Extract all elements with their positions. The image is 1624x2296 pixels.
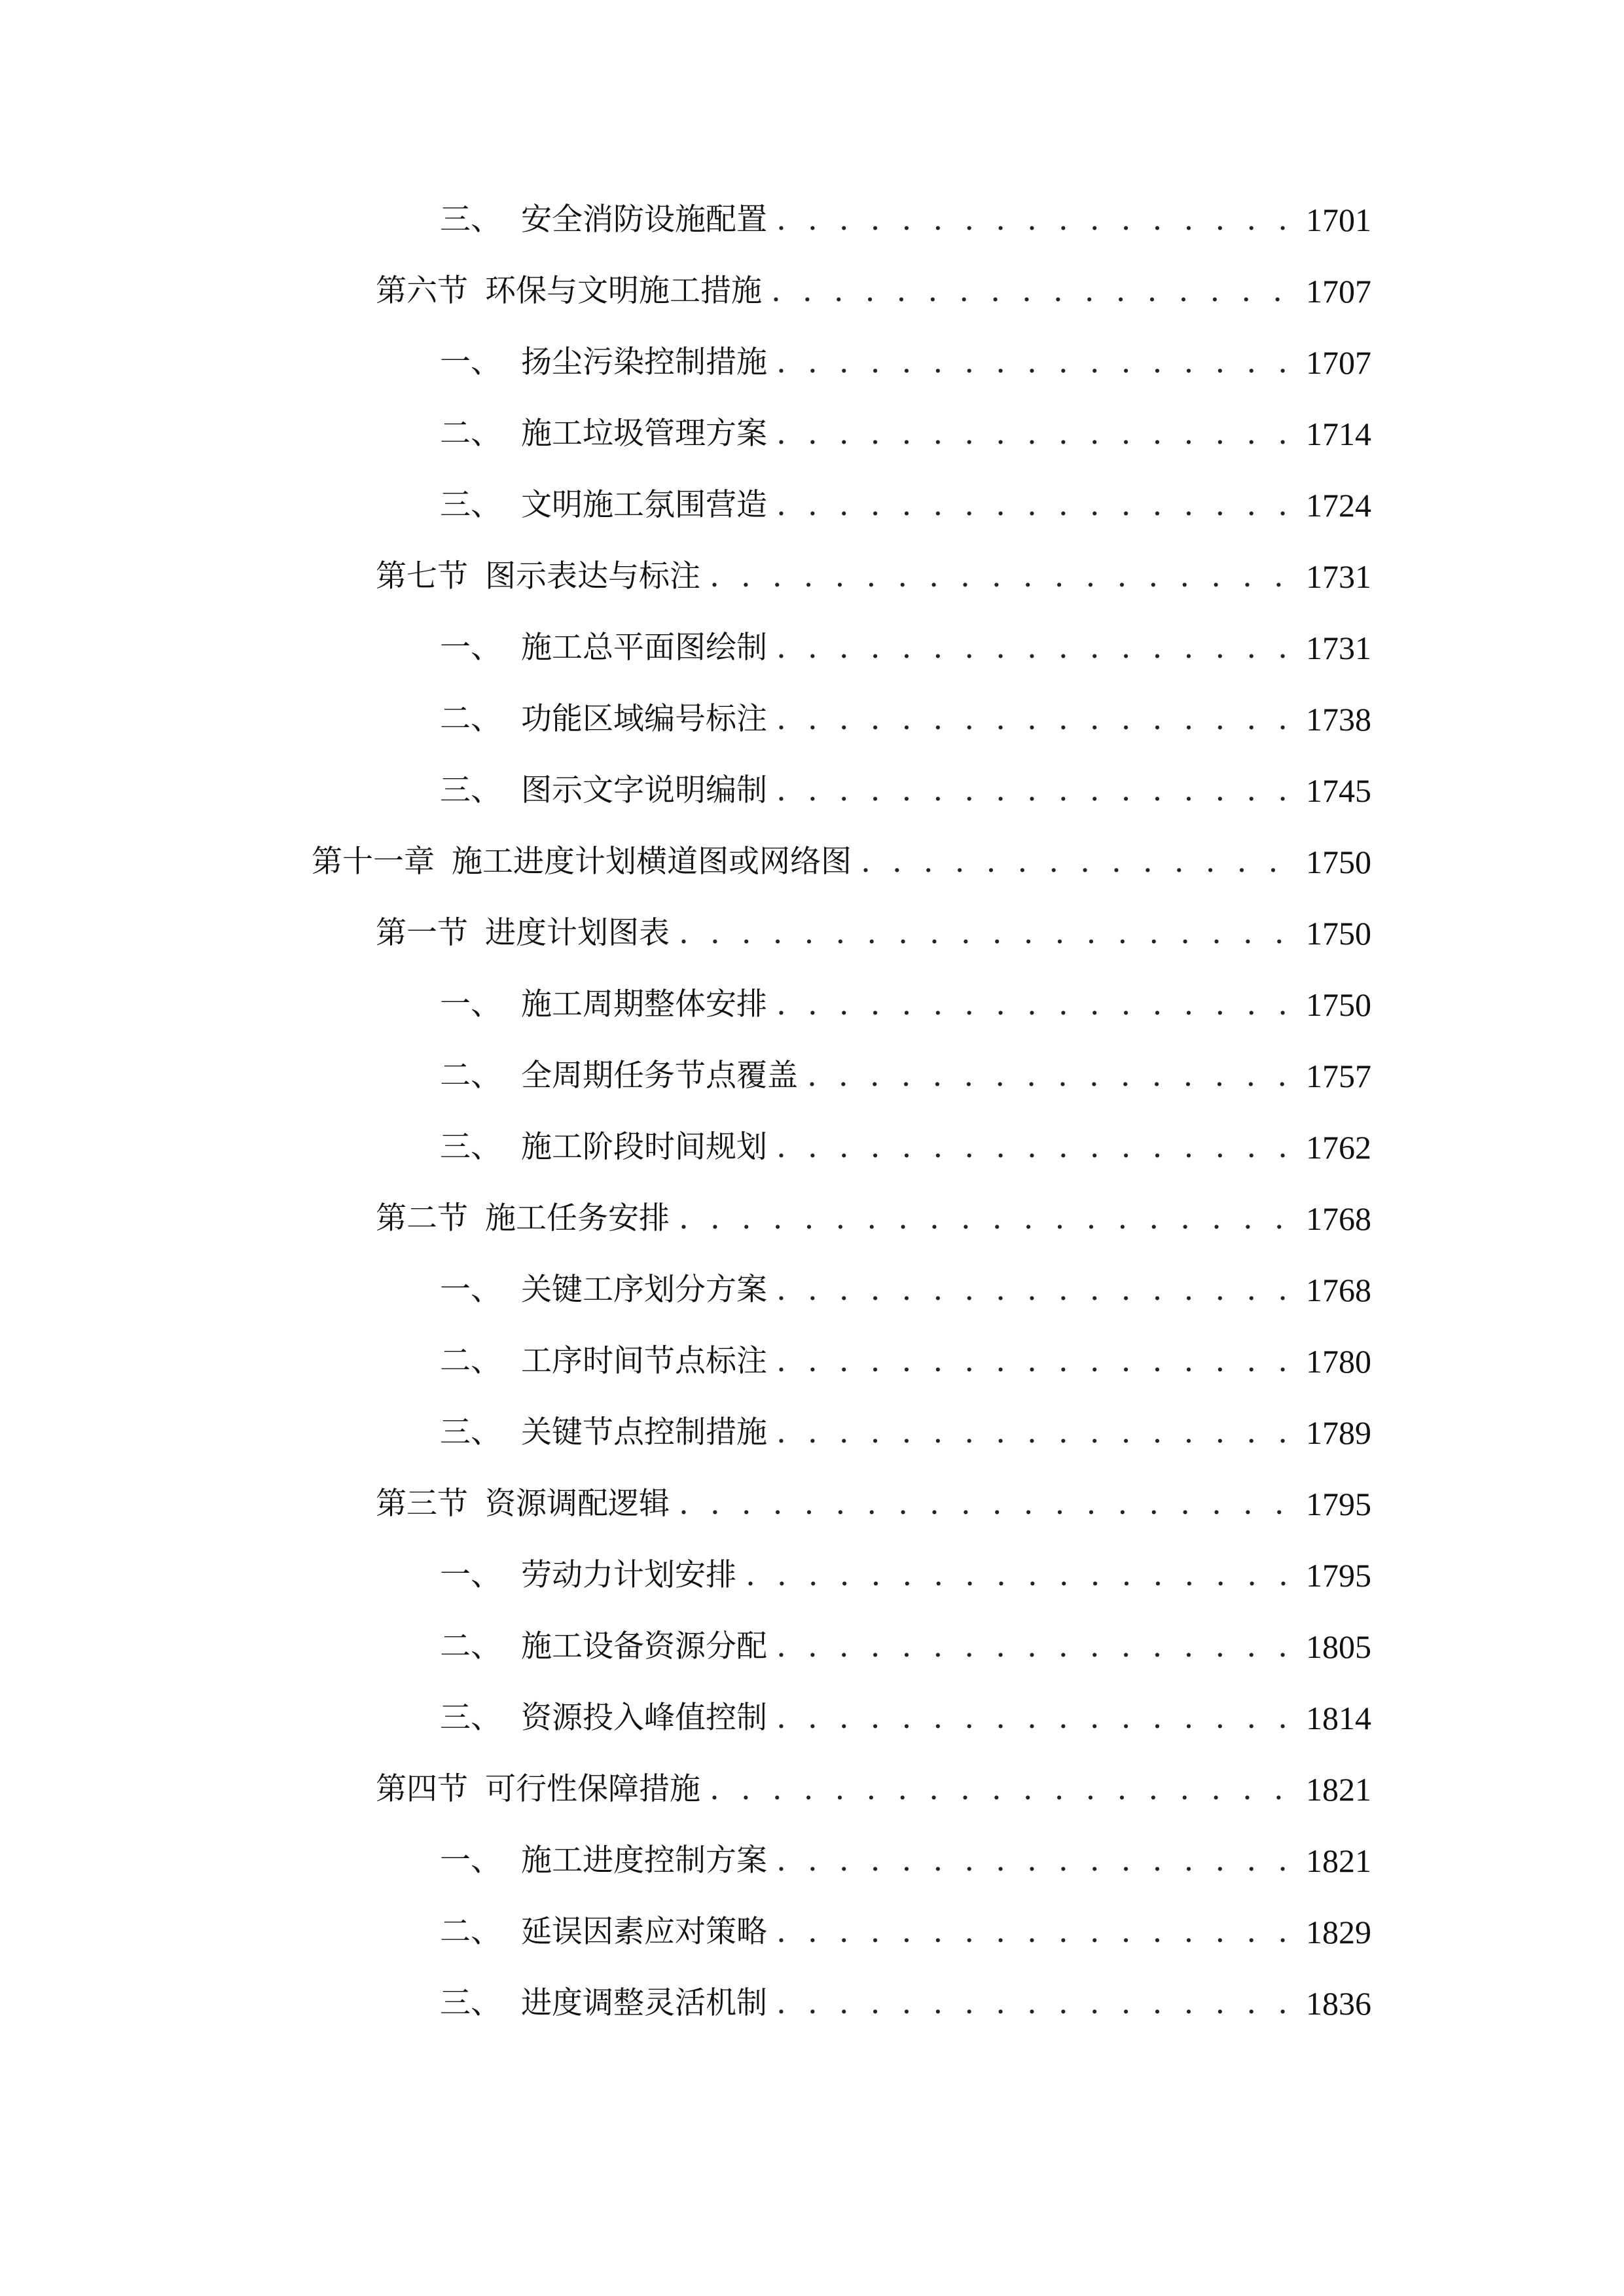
toc-entry-title: 环保与文明施工措施: [485, 273, 762, 309]
toc-entry-number: 第六节: [376, 273, 468, 309]
toc-entry-page: 1795: [1306, 1486, 1371, 1522]
toc-entry[interactable]: [440, 1407, 1371, 1459]
toc-entry-page: 1768: [1306, 1200, 1371, 1237]
toc-dot-leader: [776, 1621, 1297, 1673]
toc-entry-number: 三、: [440, 1700, 501, 1736]
toc-entry-page: 1795: [1306, 1557, 1371, 1594]
toc-entry-page: 1762: [1306, 1129, 1371, 1166]
toc-entry-number: 一、: [440, 344, 501, 380]
toc-entry-number: 第七节: [376, 558, 468, 594]
toc-entry-title: 进度计划图表: [485, 915, 670, 951]
toc-entry-page: 1768: [1306, 1272, 1371, 1308]
toc-entry[interactable]: [376, 1763, 1371, 1816]
toc-entry-page: 1829: [1306, 1914, 1371, 1950]
toc-entry-title: 文明施工氛围营造: [521, 487, 767, 523]
toc-dot-leader: [776, 764, 1297, 817]
toc-entry-number: 一、: [440, 630, 501, 666]
toc-entry-title: 工序时间节点标注: [521, 1343, 767, 1379]
toc-dot-leader: [771, 265, 1297, 317]
toc-entry-title: 全周期任务节点覆盖: [521, 1058, 798, 1094]
toc-entry-number: 一、: [440, 1557, 501, 1593]
toc-entry-page: 1750: [1306, 844, 1371, 880]
toc-entry-title: 可行性保障措施: [485, 1771, 700, 1807]
toc-entry-title: 施工总平面图绘制: [521, 630, 767, 666]
toc-entry-page: 1714: [1306, 416, 1371, 452]
toc-entry-title: 图示表达与标注: [485, 558, 700, 594]
toc-dot-leader: [776, 1335, 1297, 1388]
toc-dot-leader: [776, 1835, 1297, 1887]
toc-entry-number: 二、: [440, 416, 501, 452]
toc-entry[interactable]: [440, 1621, 1371, 1673]
toc-entry-title: 施工进度控制方案: [521, 1842, 767, 1878]
toc-entry-title: 延误因素应对策略: [521, 1914, 767, 1950]
toc-entry-number: 二、: [440, 1914, 501, 1950]
toc-entry-number: 第十一章: [312, 844, 435, 880]
toc-entry-page: 1707: [1306, 344, 1371, 381]
toc-entry[interactable]: [440, 1050, 1371, 1102]
toc-entry[interactable]: [440, 978, 1371, 1031]
toc-entry-title: 功能区域编号标注: [521, 701, 767, 737]
toc-entry-page: 1805: [1306, 1628, 1371, 1665]
toc-entry-page: 1731: [1306, 630, 1371, 666]
toc-entry-title: 关键节点控制措施: [521, 1414, 767, 1450]
toc-entry-title: 资源调配逻辑: [485, 1486, 670, 1522]
toc-dot-leader: [776, 1906, 1297, 1958]
toc-entry[interactable]: [312, 836, 1371, 888]
toc-entry-number: 二、: [440, 701, 501, 737]
toc-entry-page: 1757: [1306, 1058, 1371, 1094]
toc-dot-leader: [746, 1549, 1297, 1602]
toc-entry-page: 1789: [1306, 1414, 1371, 1451]
toc-entry-title: 图示文字说明编制: [521, 772, 767, 808]
toc-entry-page: 1707: [1306, 273, 1371, 310]
toc-dot-leader: [776, 336, 1297, 389]
toc-entry[interactable]: [376, 265, 1371, 317]
toc-entry[interactable]: [440, 1264, 1371, 1316]
toc-entry-number: 三、: [440, 772, 501, 808]
toc-entry-number: 三、: [440, 1414, 501, 1450]
toc-entry-title: 扬尘污染控制措施: [521, 344, 767, 380]
toc-dot-leader: [710, 550, 1297, 603]
toc-dot-leader: [776, 1692, 1297, 1744]
toc-entry-number: 二、: [440, 1628, 501, 1664]
toc-entry-page: 1821: [1306, 1842, 1371, 1879]
toc-dot-leader: [776, 1121, 1297, 1174]
toc-entry-title: 安全消防设施配置: [521, 202, 767, 238]
toc-entry-number: 一、: [440, 1272, 501, 1308]
toc-entry-page: 1724: [1306, 487, 1371, 524]
toc-dot-leader: [776, 693, 1297, 745]
toc-entry[interactable]: [440, 336, 1371, 389]
toc-entry-title: 施工进度计划横道图或网络图: [452, 844, 852, 880]
toc-entry-title: 施工垃圾管理方案: [521, 416, 767, 452]
toc-entry-number: 三、: [440, 1129, 501, 1165]
toc-dot-leader: [710, 1763, 1297, 1816]
toc-entry[interactable]: [440, 764, 1371, 817]
toc-entry[interactable]: [376, 907, 1371, 960]
toc-entry-title: 施工周期整体安排: [521, 986, 767, 1022]
toc-entry[interactable]: [440, 1549, 1371, 1602]
toc-entry-number: 第三节: [376, 1486, 468, 1522]
toc-entry-page: 1701: [1306, 202, 1371, 238]
toc-entry[interactable]: [440, 1121, 1371, 1174]
toc-entry-page: 1814: [1306, 1700, 1371, 1736]
toc-entry[interactable]: [440, 1906, 1371, 1958]
toc-entry[interactable]: [440, 1977, 1371, 2030]
toc-dot-leader: [679, 1193, 1297, 1245]
toc-entry-page: 1731: [1306, 558, 1371, 595]
toc-entry[interactable]: [440, 693, 1371, 745]
toc-dot-leader: [807, 1050, 1297, 1102]
toc-entry-number: 第二节: [376, 1200, 468, 1236]
toc-entry[interactable]: [440, 1335, 1371, 1388]
toc-entry-page: 1750: [1306, 915, 1371, 952]
toc-dot-leader: [776, 622, 1297, 674]
toc-entry-page: 1738: [1306, 701, 1371, 738]
toc-entry[interactable]: [440, 1692, 1371, 1744]
toc-entry-page: 1745: [1306, 772, 1371, 809]
toc-dot-leader: [861, 836, 1297, 888]
toc-entry-page: 1750: [1306, 986, 1371, 1023]
toc-entry-number: 三、: [440, 202, 501, 238]
toc-dot-leader: [776, 479, 1297, 531]
toc-entry-number: 二、: [440, 1343, 501, 1379]
toc-dot-leader: [776, 1264, 1297, 1316]
toc-entry-number: 三、: [440, 1985, 501, 2021]
toc-entry-title: 施工任务安排: [485, 1200, 670, 1236]
toc-entry[interactable]: [376, 1478, 1371, 1530]
toc-entry[interactable]: [376, 550, 1371, 603]
toc-entry-title: 资源投入峰值控制: [521, 1700, 767, 1736]
toc-entry-number: 一、: [440, 986, 501, 1022]
toc-entry[interactable]: [376, 1193, 1371, 1245]
toc-dot-leader: [776, 194, 1297, 246]
toc-entry-number: 一、: [440, 1842, 501, 1878]
toc-entry-number: 三、: [440, 487, 501, 523]
toc-dot-leader: [776, 978, 1297, 1031]
toc-entry[interactable]: [440, 194, 1371, 246]
toc-entry-number: 二、: [440, 1058, 501, 1094]
toc-entry[interactable]: [440, 408, 1371, 460]
toc-dot-leader: [776, 408, 1297, 460]
toc-dot-leader: [776, 1407, 1297, 1459]
toc-entry[interactable]: [440, 479, 1371, 531]
toc-entry-number: 第一节: [376, 915, 468, 951]
toc-entry[interactable]: [440, 622, 1371, 674]
toc-entry-page: 1780: [1306, 1343, 1371, 1380]
toc-entry-page: 1821: [1306, 1771, 1371, 1808]
toc-entry-title: 进度调整灵活机制: [521, 1985, 767, 2021]
toc-entry-title: 施工设备资源分配: [521, 1628, 767, 1664]
toc-entry-number: 第四节: [376, 1771, 468, 1807]
toc-dot-leader: [679, 1478, 1297, 1530]
toc-entry-title: 关键工序划分方案: [521, 1272, 767, 1308]
toc-dot-leader: [679, 907, 1297, 960]
toc-dot-leader: [776, 1977, 1297, 2030]
toc-entry-title: 劳动力计划安排: [521, 1557, 736, 1593]
toc-entry-title: 施工阶段时间规划: [521, 1129, 767, 1165]
toc-entry-page: 1836: [1306, 1985, 1371, 2022]
toc-entry[interactable]: [440, 1835, 1371, 1887]
